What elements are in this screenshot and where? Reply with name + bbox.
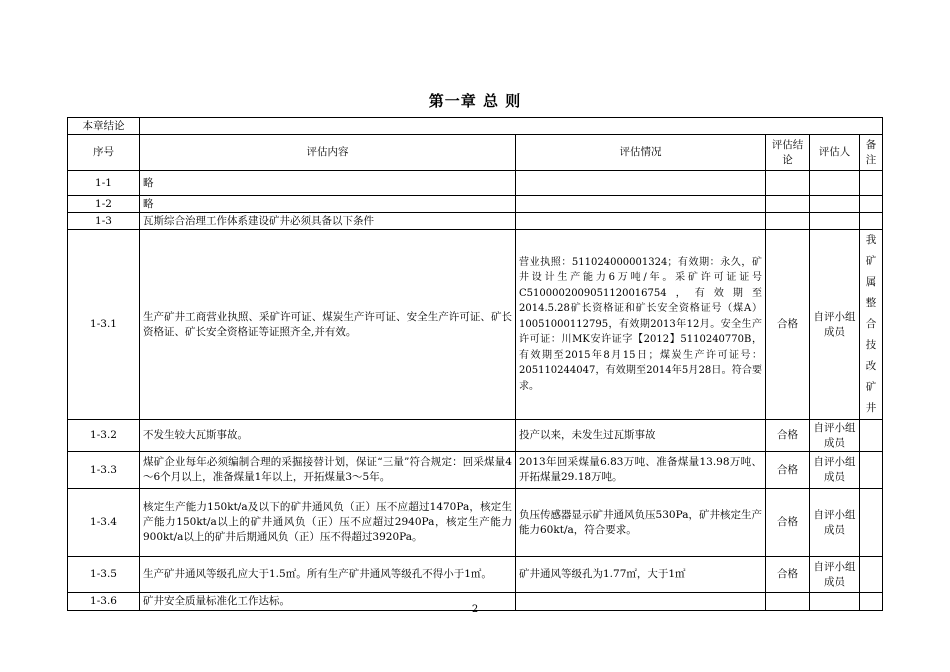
row-situation: 投产以来，未发生过瓦斯事故 xyxy=(516,420,766,452)
row-content: 矿井安全质量标准化工作达标。 xyxy=(140,593,516,611)
row-content: 略 xyxy=(140,196,516,213)
table-row xyxy=(68,489,883,557)
page-number: 2 xyxy=(471,604,479,615)
row-no: 1-3.6 xyxy=(68,593,140,611)
header-note: 备注 xyxy=(860,135,883,171)
table-row xyxy=(68,213,883,230)
row-no: 1-3.4 xyxy=(68,489,140,557)
row-situation: 矿井通风等级孔为1.77㎡，大于1㎡ xyxy=(516,557,766,593)
row-note xyxy=(860,171,883,196)
table-row xyxy=(68,452,883,489)
row-result: 合格 xyxy=(766,452,810,489)
header-situation: 评估情况 xyxy=(516,135,766,171)
row-assessor xyxy=(810,213,860,230)
row-note xyxy=(860,420,883,452)
row-note xyxy=(860,213,883,230)
row-note xyxy=(860,557,883,593)
row-situation xyxy=(516,196,766,213)
row-assessor: 自评小组成员 xyxy=(810,230,860,420)
row-no: 1-1 xyxy=(68,171,140,196)
table-row xyxy=(68,557,883,593)
conclusion-value xyxy=(140,118,883,135)
row-result: 合格 xyxy=(766,557,810,593)
row-result: 合格 xyxy=(766,489,810,557)
row-result xyxy=(766,213,810,230)
table-row xyxy=(68,230,883,420)
row-assessor: 自评小组成员 xyxy=(810,452,860,489)
row-result xyxy=(766,171,810,196)
row-assessor: 自评小组成员 xyxy=(810,557,860,593)
header-content: 评估内容 xyxy=(140,135,516,171)
row-no: 1-3.5 xyxy=(68,557,140,593)
chapter-title: 第一章 总 则 xyxy=(428,92,522,110)
row-result xyxy=(766,196,810,213)
row-content: 煤矿企业每年必须编制合理的采掘接替计划，保证“三量”符合规定：回采煤量4～6个月以上，准备煤量1年以上，开拓煤量3～5年。 xyxy=(140,452,516,489)
assessment-table xyxy=(67,117,883,611)
row-note xyxy=(860,489,883,557)
row-note xyxy=(860,196,883,213)
row-situation: 2013年回采煤量6.83万吨、准备煤量13.98万吨、开拓煤量29.18万吨。 xyxy=(516,452,766,489)
row-assessor xyxy=(810,196,860,213)
header-assessor: 评估人 xyxy=(810,135,860,171)
row-situation: 负压传感器显示矿井通风负压530Pa，矿井核定生产能力60kt/a，符合要求。 xyxy=(516,489,766,557)
conclusion-row xyxy=(68,118,883,135)
row-content: 生产矿井通风等级孔应大于1.5㎡。所有生产矿井通风等级孔不得小于1㎡。 xyxy=(140,557,516,593)
row-situation xyxy=(516,213,766,230)
header-row xyxy=(68,135,883,171)
header-no: 序号 xyxy=(68,135,140,171)
row-content: 瓦斯综合治理工作体系建设矿井必须具备以下条件 xyxy=(140,213,516,230)
row-assessor: 自评小组成员 xyxy=(810,489,860,557)
row-no: 1-3.2 xyxy=(68,420,140,452)
row-note xyxy=(860,452,883,489)
row-result: 合格 xyxy=(766,420,810,452)
row-no: 1-3 xyxy=(68,213,140,230)
row-content: 不发生较大瓦斯事故。 xyxy=(140,420,516,452)
row-content: 生产矿井工商营业执照、采矿许可证、煤炭生产许可证、安全生产许可证、矿长资格证、矿长安全资格证等证照齐全,并有效。 xyxy=(140,230,516,420)
header-result: 评估结论 xyxy=(766,135,810,171)
row-note: 我矿属整合技改矿井 xyxy=(860,230,883,420)
row-no: 1-3.3 xyxy=(68,452,140,489)
row-content: 略 xyxy=(140,171,516,196)
table-row xyxy=(68,196,883,213)
row-no: 1-3.1 xyxy=(68,230,140,420)
row-assessor: 自评小组成员 xyxy=(810,420,860,452)
row-content: 核定生产能力150kt/a及以下的矿井通风负（正）压不应超过1470Pa，核定生产能力150kt/a以上的矿井通风负（正）压不应超过2940Pa，核定生产能力900kt/a以上的矿井后期通风负（正）压不得超过3920Pa。 xyxy=(140,489,516,557)
table-row xyxy=(68,420,883,452)
row-situation: 营业执照：511024000001324；有效期：永久，矿井设计生产能力6万吨/年。采矿许可证证号C5100002009051120016754，有效期至2014.5.28矿长资格证和矿长安全资格证号（煤A）10051000112795，有效期2013年12月。安全生产许可证：川MK安许证字【2012】5110240770B，有效期至2015年8月15日；煤炭生产许可证号：205110244047，有效期至2014年5月28日。符合要求。 xyxy=(516,230,766,420)
row-situation xyxy=(516,171,766,196)
row-assessor xyxy=(810,171,860,196)
table-row xyxy=(68,171,883,196)
row-no: 1-2 xyxy=(68,196,140,213)
row-result: 合格 xyxy=(766,230,810,420)
conclusion-label: 本章结论 xyxy=(68,118,140,135)
